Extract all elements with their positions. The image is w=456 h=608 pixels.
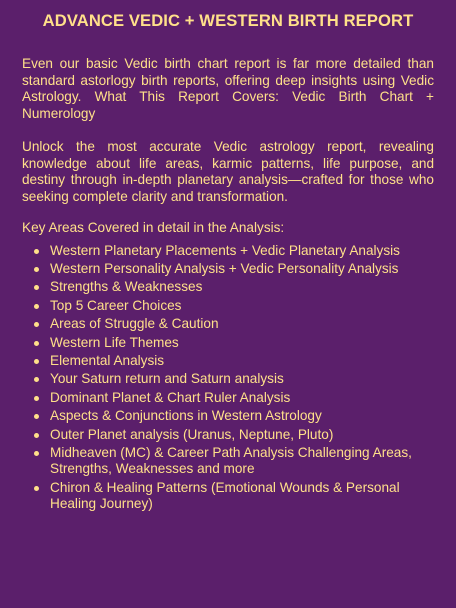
list-item-text: Outer Planet analysis (Uranus, Neptune, Pluto) [50, 426, 334, 442]
list-item-text: Aspects & Conjunctions in Western Astrology [50, 408, 322, 424]
list-item-text: Chiron & Healing Patterns (Emotional Wounds & Personal Healing Journey) [50, 479, 400, 512]
list-item-text: Dominant Planet & Chart Ruler Analysis [50, 389, 291, 405]
bullet-icon [34, 396, 39, 401]
list-item-text: Western Planetary Placements + Vedic Planetary Analysis [50, 242, 400, 258]
list-item [34, 335, 434, 351]
list-item-text: Your Saturn return and Saturn analysis [50, 371, 284, 387]
key-areas-heading: Key Areas Covered in detail in the Analysis: [22, 220, 285, 235]
bullet-icon [34, 304, 39, 309]
unlock-paragraph: Unlock the most accurate Vedic astrology report, revealing knowledge about life areas, karmic patterns, life purpose, and destiny through in-depth planetary analysis—crafted for those who seeking complete clarity and transformation. [22, 139, 434, 204]
report-title: ADVANCE VEDIC + WESTERN BIRTH REPORT [42, 11, 414, 30]
list-item [34, 316, 434, 332]
list-item [34, 371, 434, 387]
bullet-icon [34, 486, 39, 491]
list-item-text: Western Life Themes [50, 334, 179, 350]
list-item-text: Strengths & Weaknesses [50, 279, 203, 295]
list-item-text: Elemental Analysis [50, 352, 165, 368]
list-item [34, 390, 434, 406]
list-item-text: Top 5 Career Choices [50, 297, 182, 313]
bullet-icon [34, 414, 39, 419]
key-areas-list [22, 243, 434, 513]
list-item-text: Western Personality Analysis + Vedic Personality Analysis [50, 260, 399, 276]
bullet-icon [34, 433, 39, 438]
list-item [34, 279, 434, 295]
list-item [34, 480, 434, 513]
list-item [34, 243, 434, 259]
bullet-icon [34, 341, 39, 346]
list-item [34, 298, 434, 314]
bullet-icon [34, 322, 39, 327]
bullet-icon [34, 285, 39, 290]
list-item [34, 408, 434, 424]
intro-paragraph: Even our basic Vedic birth chart report is far more detailed than standard astorlogy birth reports, offering deep insights using Vedic Astrology. What This Report Covers: Vedic Birth Chart + Numerology [22, 56, 434, 121]
list-item [34, 353, 434, 369]
bullet-icon [34, 359, 39, 364]
bullet-icon [34, 451, 39, 456]
list-item [34, 261, 434, 277]
bullet-icon [34, 267, 39, 272]
list-item [34, 427, 434, 443]
list-item [34, 445, 434, 478]
bullet-icon [34, 377, 39, 382]
list-item-text: Midheaven (MC) & Career Path Analysis Challenging Areas, Strengths, Weaknesses and more [50, 444, 412, 477]
bullet-icon [34, 249, 39, 254]
list-item-text: Areas of Struggle & Caution [50, 316, 219, 332]
